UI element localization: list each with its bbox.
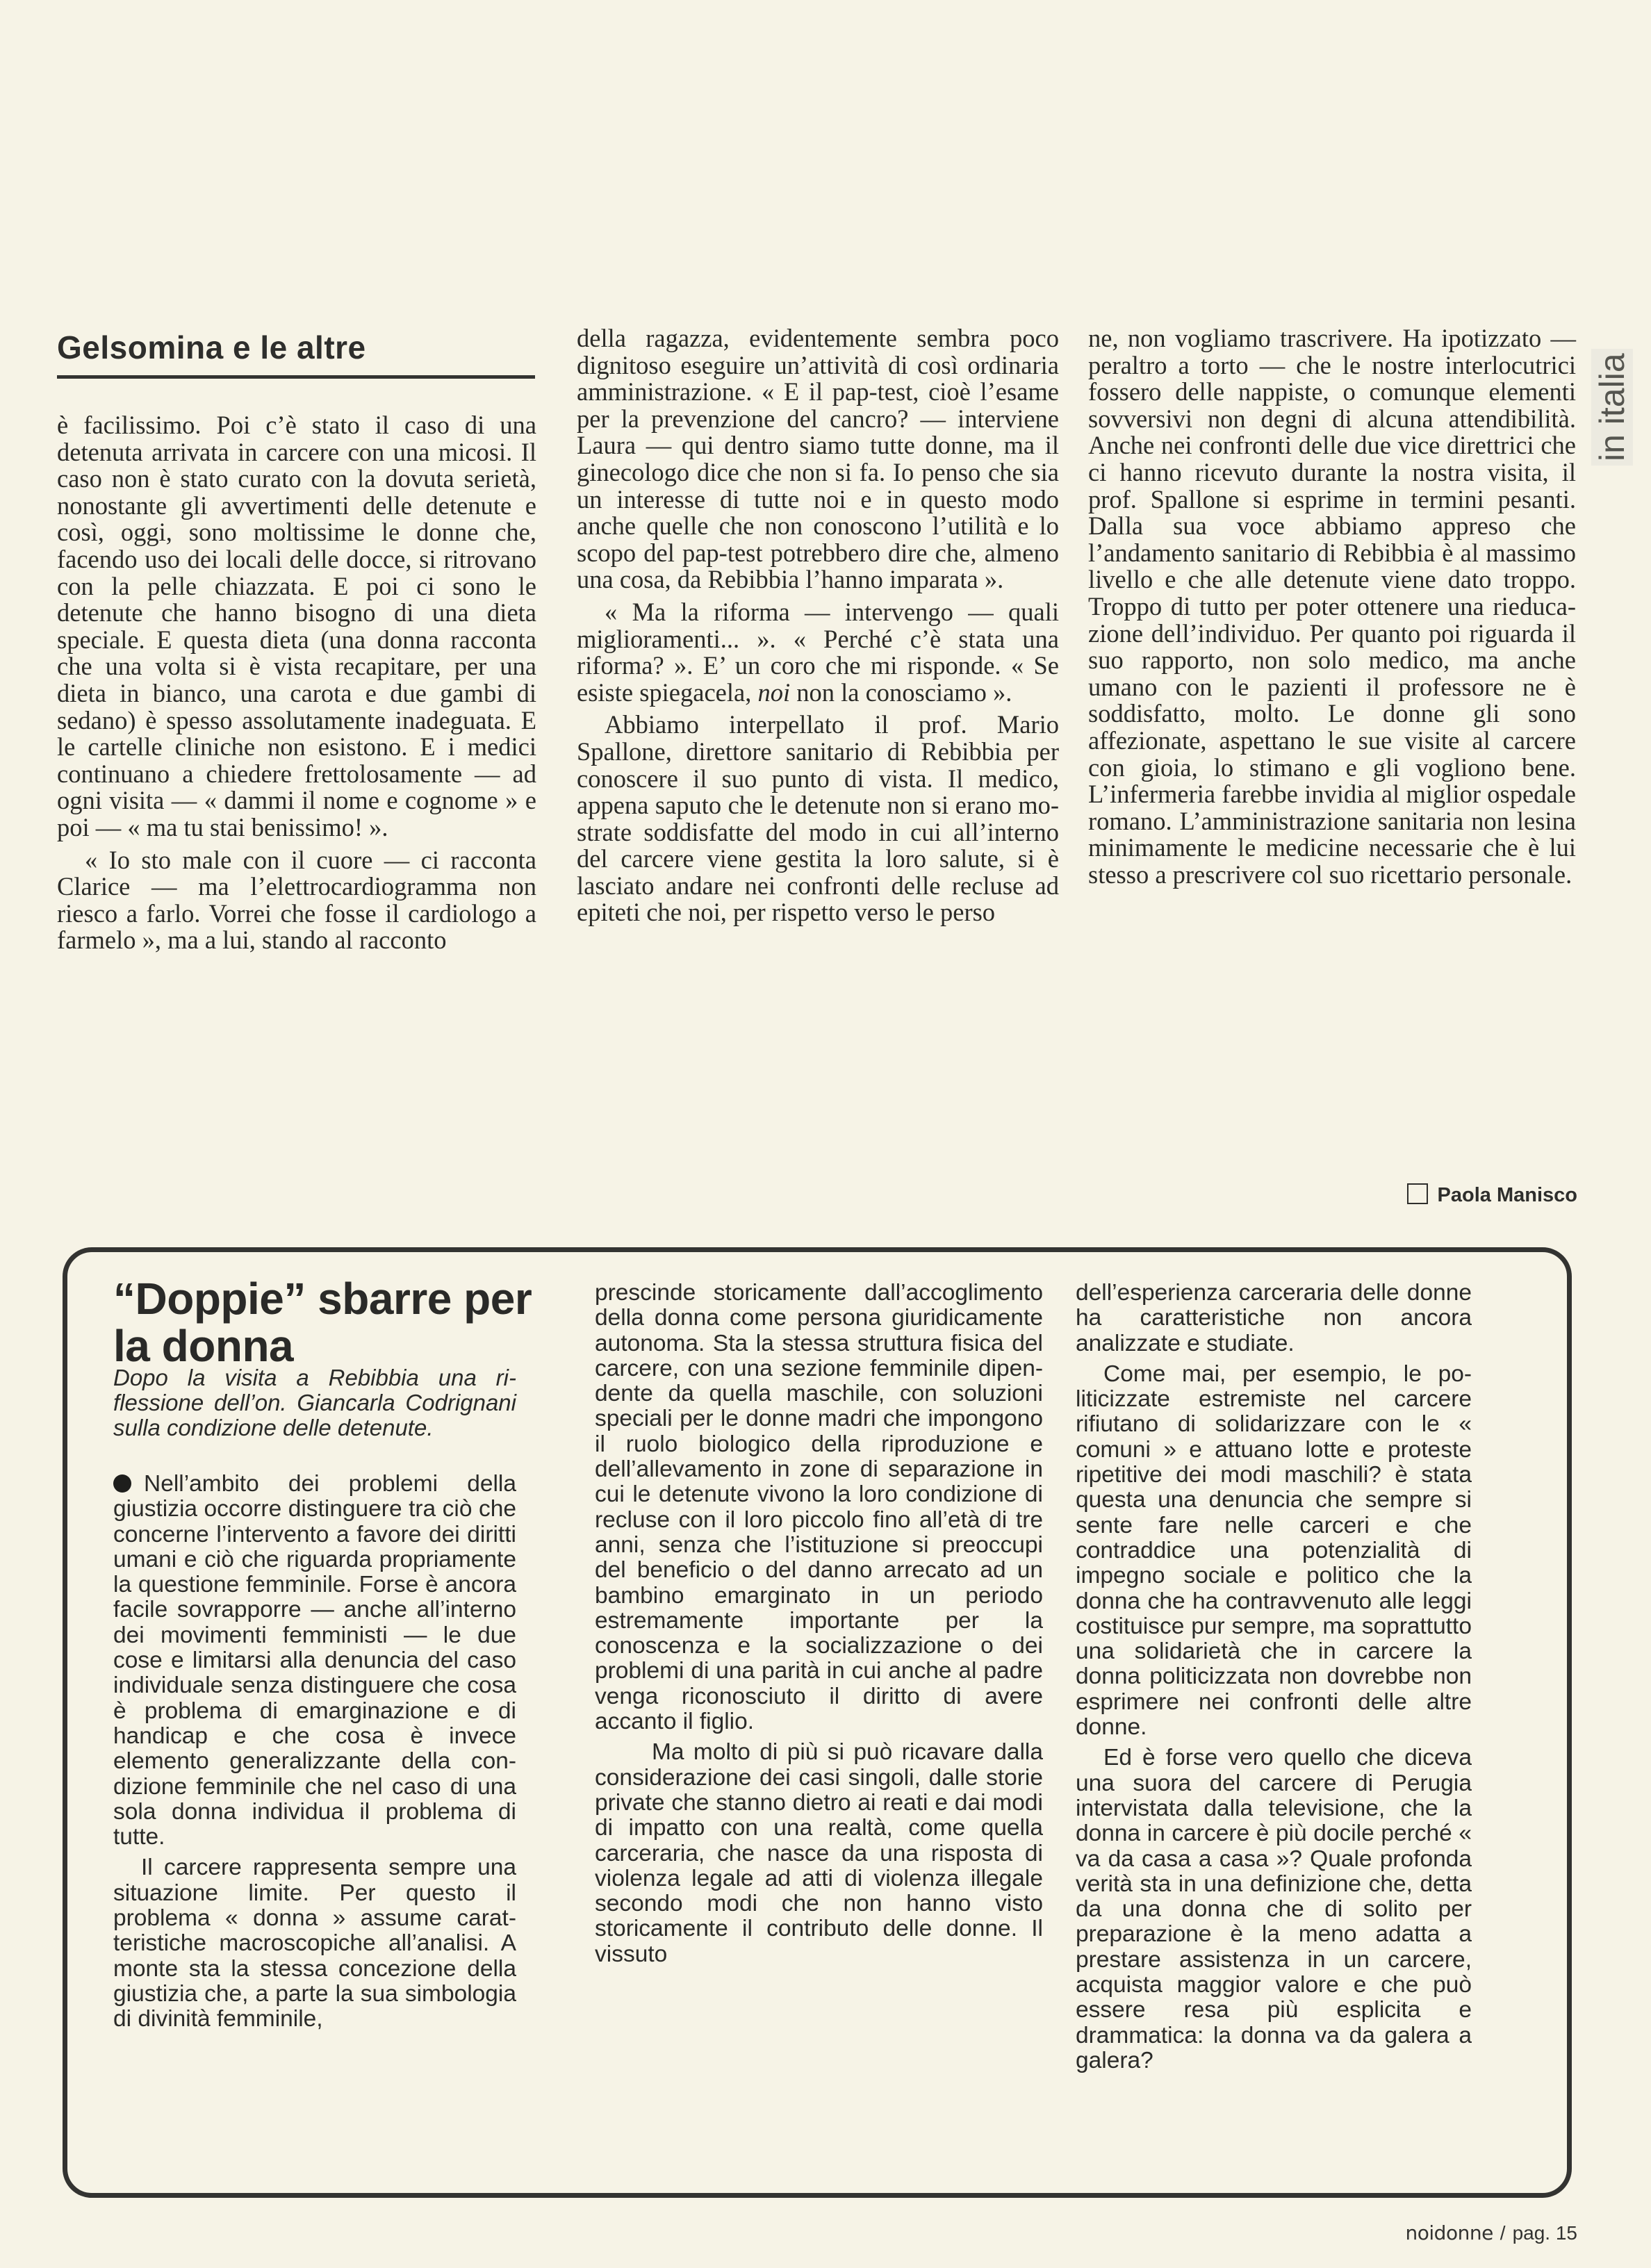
article-column-2: [577, 325, 1059, 926]
box-column-3: [1076, 1281, 1472, 2073]
article-title: Gelsomina e le altre: [57, 329, 366, 365]
publication-name: noidonne: [1405, 2221, 1493, 2244]
paragraph: dell’esperienza carceraria delle donne ha caratteristiche non ancora analizzate e studiate.: [1076, 1280, 1472, 1356]
paragraph: Ed è forse vero quello che diceva una suora del carcere di Perugia intervistata dalla televisione, che la donna in carcere è più docile perché « va da casa a casa »? Quale profonda verità sta in una definizione che, detta da una donna che di solito per preparazione è la meno adatta a prestare assistenza in un carcere, acquista maggior valore e che può essere resa più esplicita e drammatica: la donna va da galera a galera?: [1076, 1745, 1472, 2073]
page-footer: [1406, 2221, 1577, 2244]
title-underline: [57, 375, 535, 379]
paragraph: [113, 1472, 516, 1850]
bullet-dot-icon: [113, 1474, 131, 1493]
paragraph: prescinde storicamente dall’accoglimento della donna come persona giuridicamente autonoma. Sta la stessa struttura fisica del carcere, con una sezione femminile dipendente da quella maschile, con soluzioni speciali per le donne madri che impongono il ruolo biologico della riproduzione e dell’allevamento in zone di separazione in cui le detenute vivono la loro condizione di recluse con il loro piccolo fino all’età di tre anni, senza che l’istituzione si preoccupi del beneficio o del danno arrecato ad un bambino emarginato in un periodo estremamente importante per la conoscenza e la socializzazione o dei problemi di una parità in cui anche al padre venga riconosciuto il diritto di avere accanto il figlio.: [595, 1280, 1043, 1735]
box-article-title: “Doppie” sbarre per la donna: [113, 1274, 532, 1371]
paragraph: « Io sto male con il cuore — ci racconta Clarice — ma l’elettrocardiogramma non riesco a farlo. Vorrei che fosse il cardiologo a farmelo », ma a lui, stando al racconto: [57, 845, 536, 955]
paragraph: Ma molto di più si può ricavare dalla considerazione dei casi singoli, dalle storie private che stanno dietro ai reati e dai modi di impatto con una realtà, come quella carceraria, che nasce da una risposta di violenza legale ad atti di violenza illegale secondo modi che non hanno visto storicamente il contributo delle donne. Il vissuto: [595, 1739, 1043, 1967]
box-article-standfirst: Dopo la visita a Rebibbia una riflessione dell’on. Giancarla Codrignani sulla condizione delle detenute.: [113, 1365, 516, 1440]
paragraph: ne, non vogliamo trascrivere. Ha ipotizzato — peraltro a torto — che le nostre interlocutrici fossero delle nappiste, o comunque elementi sovversivi non degni di alcuna attendibilità. Anche nei confronti delle due vice direttrici che ci hanno ricevuto durante la nostra visita, il prof. Spallone si esprime in termini pesanti. Dalla sua voce abbiamo appreso che l’andamento sanitario di Rebibbia è al massimo livello e che alle detenute viene dato troppo. Troppo di tutto per poter ottenere una rieducazione dell’individuo. Per quanto poi riguarda il suo rapporto, non solo medico, ma anche umano con le pazienti il professore ne è soddisfatto, molto. Le donne gli sono affezionate, aspettano le sue visite al carcere con gioia, lo stimano e gli vogliono bene. L’infermeria farebbe invidia al miglior ospedale romano. L’amministrazione sanitaria non lesina minimamente le medicine necessarie che è lui stesso a prescrivere col suo ricettario personale.: [1088, 324, 1576, 889]
paragraph-text: « Ma la riforma — intervengo — quali miglioramenti... ». « Perché c’è stata una riforma? ». E’ un coro che mi risponde. « Se esiste spiegacela,: [577, 597, 1059, 707]
box-column-2: [595, 1281, 1043, 1967]
section-label-text: in italia: [1591, 349, 1633, 466]
page-number: pag. 15: [1512, 2222, 1577, 2244]
paragraph: Il carcere rappresenta sempre una situazione limite. Per questo il problema « donna » assume caratteristiche macroscopiche all’analisi. A monte sta la stessa concezione della giustizia che, a parte la sua simbologia di divinità femminile,: [113, 1855, 516, 2032]
paragraph: [577, 599, 1059, 706]
italic-emphasis: noi: [757, 677, 791, 707]
box-column-1: [113, 1472, 516, 2032]
end-mark-square-icon: [1407, 1183, 1428, 1204]
paragraph: Come mai, per esempio, le politicizzate estremiste nel carcere rifiutano di solidarizzare con le « comuni » e attuano lotte e proteste ripetitive dei modi maschili? è stata questa una denuncia che sempre si sente fare nelle carceri e che contraddice una potenzialità di impegno sociale e politico che la donna che ha contravvenuto alle leggi costituisce pur sempre, ma soprattutto una solidarietà che in carcere la donna politicizzata non dovrebbe non esprimere nei confronti delle altre donne.: [1076, 1361, 1472, 1741]
footer-separator: /: [1500, 2222, 1506, 2244]
paragraph: della ragazza, evidentemente sembra poco dignitoso eseguire un’attività di così ordinaria amministrazione. « E il pap-test, cioè l’esame per la prevenzione del cancro? — interviene Laura — qui dentro siamo tutte donne, ma il ginecologo dice che non si fa. Io penso che sia un interesse di tutte noi e in questo modo anche quelle che non conoscono l’utilità e lo scopo del pap-test potrebbero dire che, almeno una cosa, da Rebibbia l’hanno imparata ».: [577, 324, 1059, 594]
section-label: [1591, 327, 1633, 466]
paragraph: Abbiamo interpellato il prof. Mario Spallone, direttore sanitario di Rebibbia per conoscere il suo punto di vista. Il medico, appena saputo che le detenute non si erano mostrate soddisfatte del modo in cui all’interno del carcere viene gestita la loro salute, si è lasciato andare nei confronti delle recluse ad epiteti che noi, per rispetto verso le perso: [577, 710, 1059, 927]
author-name: Paola Manisco: [1437, 1184, 1577, 1206]
article-column-1: [57, 412, 536, 954]
paragraph: è facilissimo. Poi c’è stato il caso di una detenuta arrivata in carcere con una micosi. Il caso non è stato curato con la dovuta serietà, nonostante gli avvertimenti delle detenute e così, oggi, sono moltissime le donne che, facendo uso dei locali delle docce, si ritrovano con la pelle chiazzata. E poi ci sono le detenute che hanno bisogno di una dieta speciale. E questa dieta (una donna racconta che una volta si è vista recapitare, per una dieta in bianco, una carota e due gambi di sedano) è spesso assolutamente inadeguata. E le cartelle cliniche non esistono. E i medici continuano a chiedere frettolosamente — ad ogni visita — « dammi il nome e cognome » e poi — « ma tu stai benissimo! ».: [57, 411, 536, 841]
author-byline: [1383, 1183, 1577, 1207]
paragraph-text: Nell’ambito dei problemi della giustizia occorre distinguere tra ciò che concerne l’intervento a favore dei diritti umani e ciò che riguarda propriamente la questione femminile. Forse è ancora facile sovrapporre — anche all’interno dei movimenti femministi — le due cose e limitarsi alla denuncia del caso individuale senza distinguere che cosa è problema di emarginazione e di handicap e che cosa è invece elemento generalizzante della condizione femminile che nel caso di una sola donna individua il problema di tutte.: [113, 1471, 516, 1850]
article-column-3: [1088, 325, 1576, 888]
paragraph-text: non la conosciamo ».: [796, 677, 1012, 707]
